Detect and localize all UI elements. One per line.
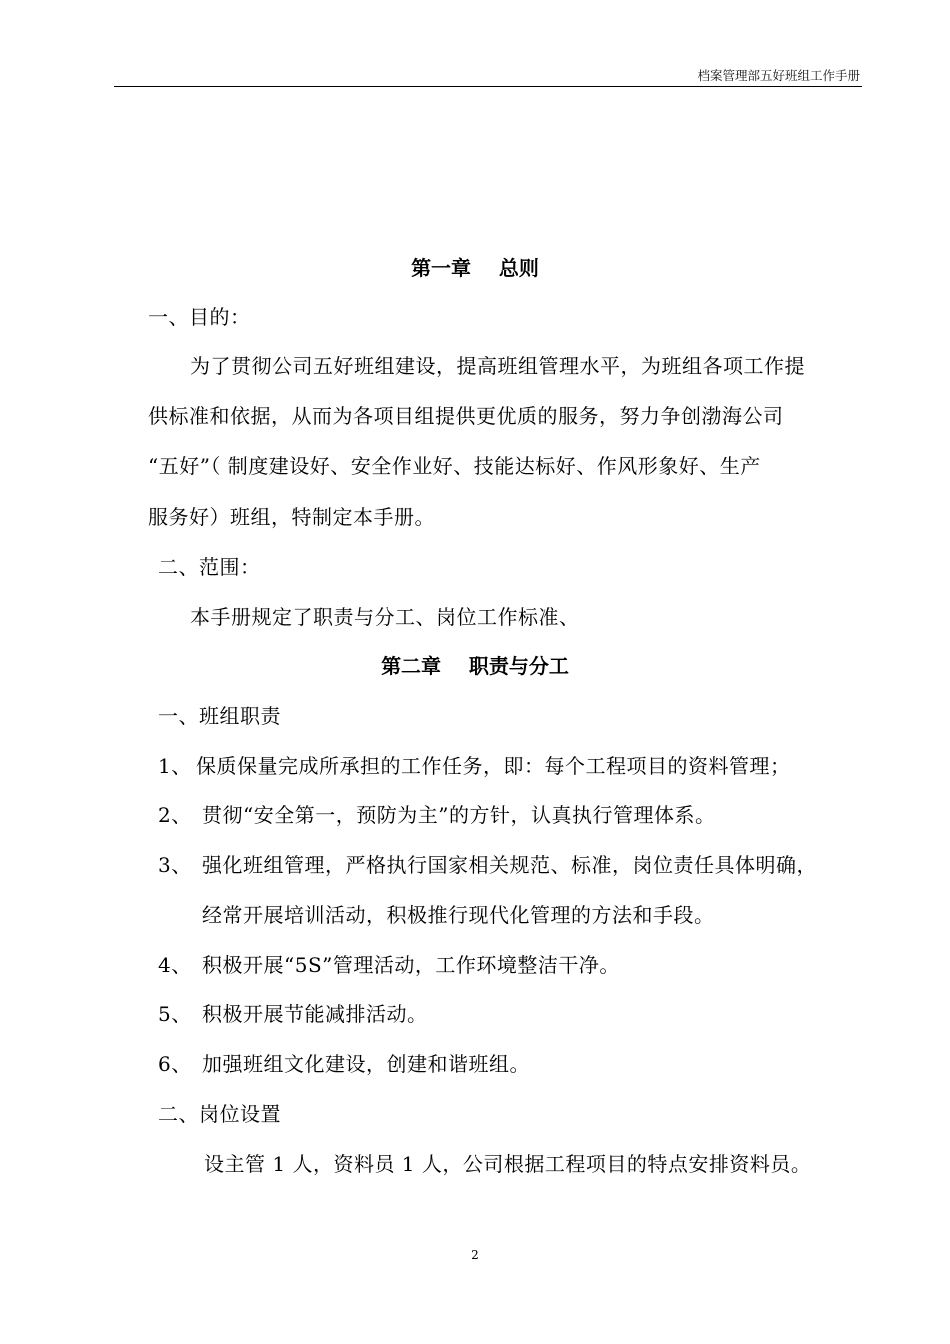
duty-item: [158, 752, 791, 780]
duty-text: 保质保量完成所承担的工作任务，即：每个工程项目的资料管理；: [196, 754, 791, 778]
header-rule: [114, 86, 862, 87]
page-number: 2: [471, 1248, 479, 1262]
running-header: 档案管理部五好班组工作手册: [697, 68, 860, 83]
purpose-line: 为了贯彻公司五好班组建设，提高班组管理水平，为班组各项工作提: [190, 354, 805, 378]
duty-item: [158, 1050, 530, 1078]
purpose-heading: 一、目的：: [148, 305, 251, 329]
duty-item: [158, 801, 715, 829]
purpose-line: 供标准和依据，从而为各项目组提供更优质的服务，努力争创渤海公司: [148, 404, 784, 428]
purpose-line: 服务好）班组，特制定本手册。: [148, 505, 435, 529]
duty-number: 3、: [158, 853, 192, 877]
duties-heading: 一、班组职责: [158, 704, 281, 728]
chapter-2-title: 第二章 职责与分工: [381, 654, 569, 678]
duty-number: 6、: [158, 1052, 192, 1076]
duty-item: [158, 1000, 428, 1028]
positions-heading: 二、岗位设置: [158, 1102, 281, 1126]
duty-number: 4、: [158, 953, 192, 977]
purpose-line: “五好”（ 制度建设好、安全作业好、技能达标好、作风形象好、生产: [148, 454, 761, 478]
duty-text: 积极开展节能减排活动。: [202, 1002, 428, 1026]
duty-text: 强化班组管理，严格执行国家相关规范、标准，岗位责任具体明确，: [202, 853, 817, 877]
duty-number: 2、: [158, 803, 192, 827]
duty-continuation: 经常开展培训活动，积极推行现代化管理的方法和手段。: [202, 903, 715, 927]
chapter-1-title: 第一章 总则: [411, 256, 539, 280]
positions-text: 设主管 1 人，资料员 1 人，公司根据工程项目的特点安排资料员。: [204, 1152, 812, 1176]
scope-heading: 二、范围：: [158, 555, 261, 579]
duty-text: 贯彻“安全第一，预防为主”的方针，认真执行管理体系。: [202, 803, 716, 827]
duty-item: [158, 951, 620, 979]
duty-text: 加强班组文化建设，创建和谐班组。: [202, 1052, 530, 1076]
duty-number: 1、: [158, 754, 192, 778]
duty-text: 积极开展“5S”管理活动，工作环境整洁干净。: [202, 953, 620, 977]
scope-text: 本手册规定了职责与分工、岗位工作标准、: [190, 605, 580, 629]
duty-item: [158, 851, 817, 879]
duty-number: 5、: [158, 1002, 192, 1026]
